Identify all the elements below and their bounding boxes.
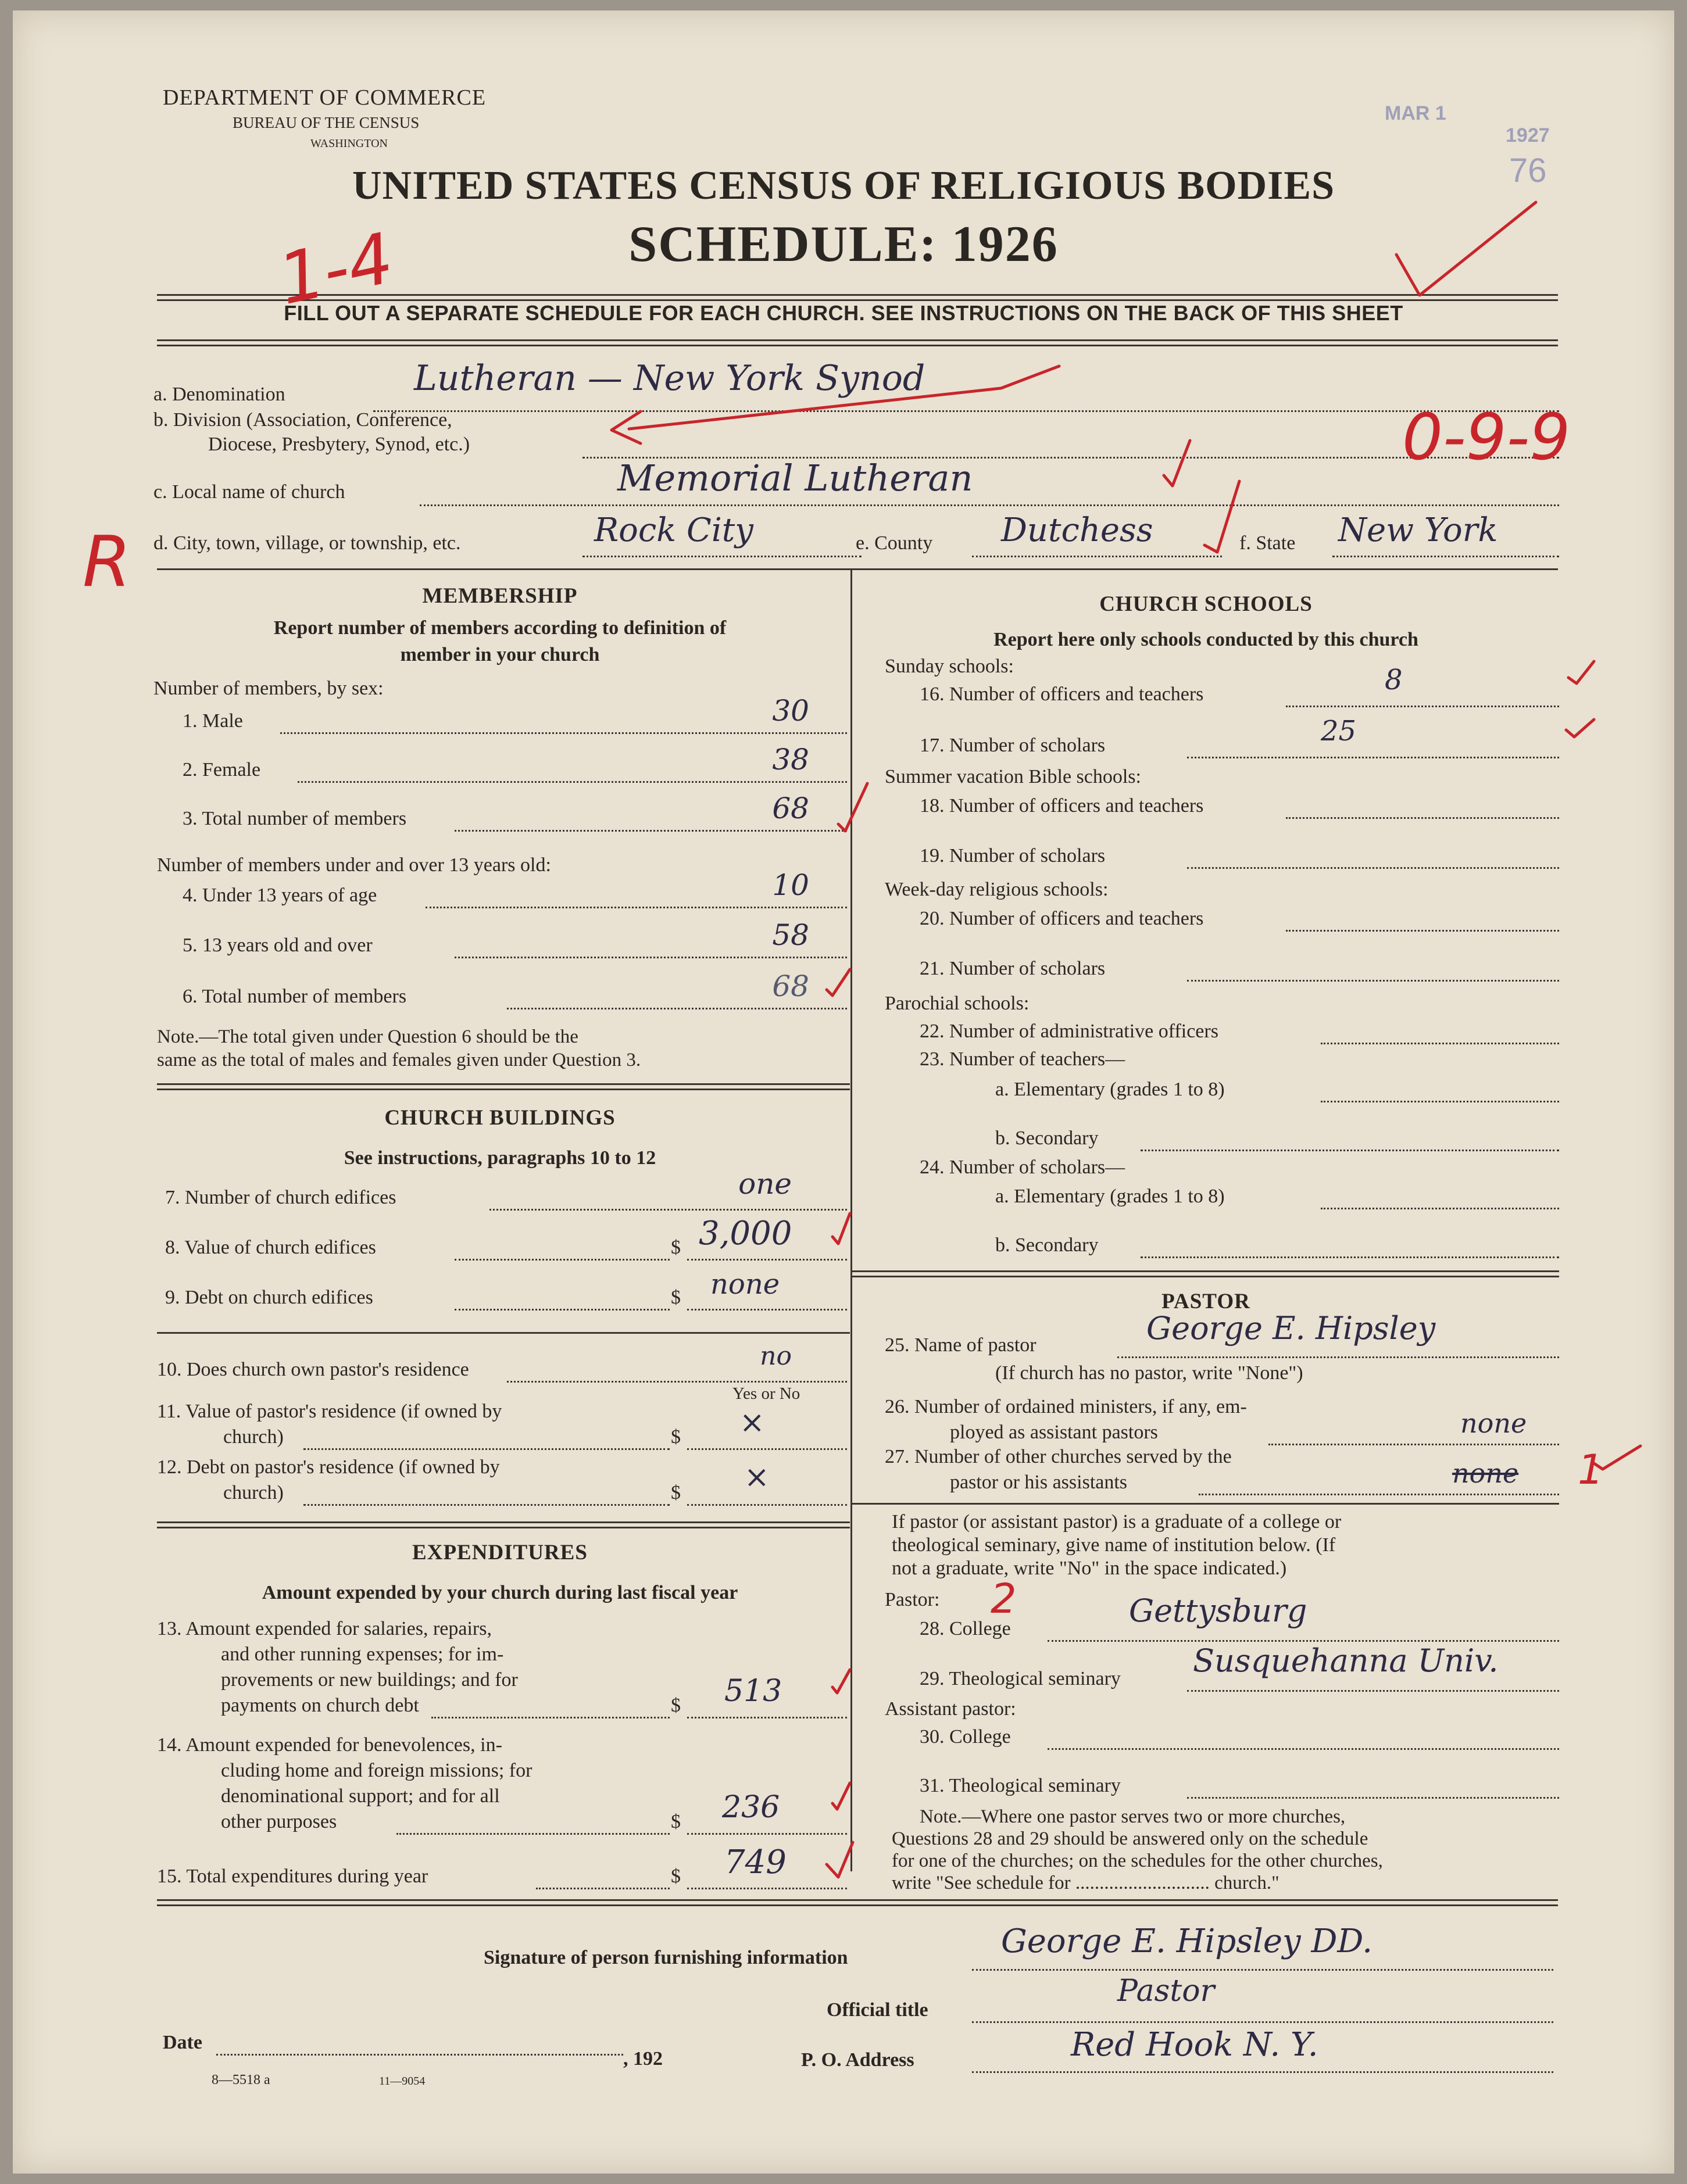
county-value[interactable]: Dutchess [1001, 511, 1153, 549]
q15-check-icon [827, 1842, 853, 1877]
bureau-city: WASHINGTON [310, 137, 388, 150]
q5-label: 5. 13 years old and over [183, 935, 373, 956]
q21-label: 21. Number of scholars [920, 958, 1106, 979]
red-code-annotation: 0-9-9 [1402, 400, 1571, 474]
q13-line-2: and other running expenses; for im- [221, 1644, 504, 1665]
q27-value[interactable]: none [1452, 1458, 1519, 1489]
q28-label: 28. College [920, 1618, 1011, 1639]
sunday-schools-label: Sunday schools: [885, 656, 1014, 677]
po-address-value[interactable]: Red Hook N. Y. [1071, 2026, 1318, 2064]
date-suffix: , 192 [623, 2048, 663, 2070]
county-label: e. County [856, 532, 933, 554]
q13-line-4: payments on church debt [221, 1695, 419, 1716]
q9-label: 9. Debt on church edifices [165, 1287, 373, 1308]
division-label-line1: b. Division (Association, Conference, [153, 409, 452, 431]
q24b-label: b. Secondary [995, 1234, 1099, 1256]
q3-value[interactable]: 68 [772, 792, 809, 825]
q4-label: 4. Under 13 years of age [183, 885, 377, 906]
q13-line-3: provements or new buildings; and for [221, 1669, 518, 1691]
membership-heading: MEMBERSHIP [422, 584, 578, 608]
q11-label-1: 11. Value of pastor's residence (if owned by [157, 1401, 502, 1422]
q8-dollar: $ [671, 1237, 681, 1258]
q30-label: 30. College [920, 1726, 1011, 1748]
q25-label: 25. Name of pastor [885, 1334, 1036, 1356]
q13-line-1: 13. Amount expended for salaries, repairs, [157, 1618, 492, 1639]
form-title: UNITED STATES CENSUS OF RELIGIOUS BODIES [352, 163, 1335, 208]
q7-value[interactable]: one [738, 1167, 792, 1201]
q11-dollar: $ [671, 1426, 681, 1448]
q27-check-icon [1594, 1446, 1640, 1469]
q12-value[interactable]: × [744, 1460, 770, 1495]
membership-note-2: same as the total of males and females given under Question 3. [157, 1050, 641, 1070]
q17-value[interactable]: 25 [1321, 715, 1357, 747]
summer-schools-label: Summer vacation Bible schools: [885, 766, 1141, 787]
census-schedule-sheet [13, 10, 1674, 2174]
weekday-schools-label: Week-day religious schools: [885, 879, 1109, 900]
q8-value[interactable]: 3,000 [699, 1215, 792, 1252]
department-name: DEPARTMENT OF COMMERCE [163, 85, 487, 110]
q14-line-4: other purposes [221, 1811, 337, 1832]
q6-value[interactable]: 68 [772, 969, 809, 1003]
q16-value[interactable]: 8 [1385, 664, 1403, 696]
membership-intro-2: member in your church [400, 644, 600, 665]
denomination-label: a. Denomination [153, 384, 285, 405]
q31-label: 31. Theological seminary [920, 1775, 1121, 1796]
red-q27-mark: 1 [1578, 1446, 1604, 1494]
q24a-label: a. Elementary (grades 1 to 8) [995, 1186, 1225, 1207]
parochial-schools-label: Parochial schools: [885, 993, 1030, 1014]
q3-label: 3. Total number of members [183, 808, 407, 829]
q11-label-2: church) [223, 1426, 284, 1448]
signature-label: Signature of person furnishing information [484, 1947, 848, 1968]
city-value[interactable]: Rock City [594, 511, 753, 549]
q12-label-1: 12. Debt on pastor's residence (if owned by [157, 1456, 500, 1478]
membership-intro-1: Report number of members according to definition of [273, 617, 727, 639]
form-number: 8—5518 a [212, 2072, 270, 2088]
state-label: f. State [1239, 532, 1296, 554]
po-address-label: P. O. Address [801, 2049, 914, 2071]
local-name-check-icon [1164, 441, 1190, 486]
q12-dollar: $ [671, 1482, 681, 1503]
received-stamp-number: 76 [1509, 152, 1547, 189]
q6-label: 6. Total number of members [183, 986, 407, 1007]
q23b-label: b. Secondary [995, 1127, 1099, 1149]
grad-note-1: If pastor (or assistant pastor) is a graduate of a college or [892, 1511, 1342, 1533]
q9-dollar: $ [671, 1287, 681, 1308]
q20-label: 20. Number of officers and teachers [920, 908, 1204, 929]
q5-value[interactable]: 58 [772, 918, 809, 952]
date-label: Date [163, 2032, 202, 2053]
local-name-label: c. Local name of church [153, 481, 345, 503]
q10-hint: Yes or No [732, 1384, 800, 1403]
q26-label-1: 26. Number of ordained ministers, if any, em- [885, 1396, 1247, 1417]
q25-hint: (If church has no pastor, write "None") [995, 1362, 1303, 1384]
q13-value[interactable]: 513 [724, 1674, 782, 1709]
local-name-value[interactable]: Memorial Lutheran [617, 457, 973, 499]
q9-value[interactable]: none [710, 1268, 780, 1301]
q26-value[interactable]: none [1460, 1408, 1527, 1439]
red-check-marks [13, 10, 1674, 2174]
buildings-sub: See instructions, paragraphs 10 to 12 [344, 1147, 656, 1169]
q2-label: 2. Female [183, 759, 261, 780]
red-pastor-code: 2 [991, 1575, 1017, 1623]
denomination-arrow-icon [612, 366, 1059, 443]
county-check-icon [1205, 481, 1239, 552]
pastor-sub-label: Pastor: [885, 1589, 940, 1610]
red-range-annotation: 1-4 [271, 218, 401, 321]
expenditures-sub: Amount expended by your church during last fiscal year [262, 1582, 738, 1603]
q26-label-2: ployed as assistant pastors [950, 1422, 1158, 1443]
division-label-line2: Diocese, Presbytery, Synod, etc.) [208, 434, 470, 455]
q25-value[interactable]: George E. Hipsley [1146, 1310, 1436, 1347]
received-stamp-date: MAR 1 [1385, 102, 1446, 124]
schools-intro: Report here only schools conducted by this church [993, 629, 1418, 650]
form-instruction: FILL OUT A SEPARATE SCHEDULE FOR EACH CHURCH. SEE INSTRUCTIONS ON THE BACK OF THIS SHEET [284, 301, 1403, 325]
q10-label: 10. Does church own pastor's residence [157, 1359, 469, 1380]
denomination-value[interactable]: Lutheran — New York Synod [414, 358, 925, 399]
q14-line-2: cluding home and foreign missions; for [221, 1760, 532, 1781]
print-number: 11—9054 [379, 2075, 426, 2088]
q14-value[interactable]: 236 [722, 1790, 780, 1825]
q8-label: 8. Value of church edifices [165, 1237, 376, 1258]
q1-label: 1. Male [183, 710, 243, 732]
buildings-heading: CHURCH BUILDINGS [384, 1106, 616, 1130]
q14-dollar: $ [671, 1811, 681, 1832]
q29-value[interactable]: Susquehanna Univ. [1193, 1642, 1499, 1679]
q15-value[interactable]: 749 [724, 1843, 787, 1881]
q29-label: 29. Theological seminary [920, 1668, 1121, 1689]
members-by-sex-label: Number of members, by sex: [153, 678, 384, 699]
q16-check-icon [1568, 661, 1594, 683]
membership-note-1: Note.—The total given under Question 6 should be the [157, 1026, 578, 1047]
official-title-label: Official title [827, 1999, 928, 2021]
q22-label: 22. Number of administrative officers [920, 1021, 1218, 1042]
assistant-pastor-label: Assistant pastor: [885, 1698, 1016, 1720]
q14-line-3: denominational support; and for all [221, 1785, 500, 1807]
q6-check-icon [827, 969, 850, 996]
signature-value[interactable]: George E. Hipsley DD. [1001, 1922, 1373, 1960]
q28-value[interactable]: Gettysburg [1129, 1592, 1307, 1629]
q2-value[interactable]: 38 [772, 743, 809, 776]
q17-label: 17. Number of scholars [920, 735, 1106, 756]
q8-check-icon [832, 1213, 850, 1244]
schools-heading: CHURCH SCHOOLS [1099, 592, 1313, 616]
q13-check-icon [832, 1670, 850, 1693]
red-r-annotation: R [83, 522, 131, 603]
members-by-age-label: Number of members under and over 13 years old: [157, 854, 551, 876]
grad-note-3: not a graduate, write "No" in the space indicated.) [892, 1558, 1287, 1579]
q4-value[interactable]: 10 [772, 868, 809, 902]
pastor-note-2: Questions 28 and 29 should be answered only on the schedule [892, 1828, 1368, 1849]
q27-label-1: 27. Number of other churches served by the [885, 1446, 1232, 1467]
q24-label: 24. Number of scholars— [920, 1157, 1125, 1178]
q3-check-icon [838, 783, 867, 831]
pastor-note-1: Note.—Where one pastor serves two or more churches, [920, 1806, 1346, 1827]
q7-label: 7. Number of church edifices [165, 1187, 396, 1208]
q14-line-1: 14. Amount expended for benevolences, in- [157, 1734, 502, 1756]
city-label: d. City, town, village, or township, etc. [153, 532, 461, 554]
q23a-label: a. Elementary (grades 1 to 8) [995, 1079, 1225, 1100]
grad-note-2: theological seminary, give name of institution below. (If [892, 1534, 1336, 1556]
q19-label: 19. Number of scholars [920, 845, 1106, 867]
q12-label-2: church) [223, 1482, 284, 1503]
header-check-icon [1396, 202, 1536, 295]
pastor-note-4: write "See schedule for ............................ church." [892, 1872, 1279, 1893]
q27-label-2: pastor or his assistants [950, 1471, 1128, 1493]
official-title-value[interactable]: Pastor [1117, 1974, 1215, 2008]
q13-dollar: $ [671, 1695, 681, 1716]
form-subtitle: SCHEDULE: 1926 [628, 216, 1059, 273]
pastor-note-3: for one of the churches; on the schedules for the other churches, [892, 1850, 1383, 1871]
q14-check-icon [832, 1783, 850, 1809]
q17-check-icon [1566, 719, 1594, 737]
expenditures-heading: EXPENDITURES [412, 1541, 588, 1564]
state-value[interactable]: New York [1338, 511, 1498, 549]
q11-value[interactable]: × [739, 1405, 765, 1440]
q18-label: 18. Number of officers and teachers [920, 795, 1204, 817]
q16-label: 16. Number of officers and teachers [920, 683, 1204, 705]
q10-value[interactable]: no [760, 1341, 792, 1371]
bureau-name: BUREAU OF THE CENSUS [233, 114, 420, 131]
q1-value[interactable]: 30 [772, 694, 809, 728]
q15-label: 15. Total expenditures during year [157, 1866, 428, 1887]
q15-dollar: $ [671, 1866, 681, 1887]
pastor-heading: PASTOR [1161, 1290, 1250, 1313]
q23-label: 23. Number of teachers— [920, 1048, 1125, 1070]
received-stamp-year: 1927 [1506, 124, 1550, 146]
